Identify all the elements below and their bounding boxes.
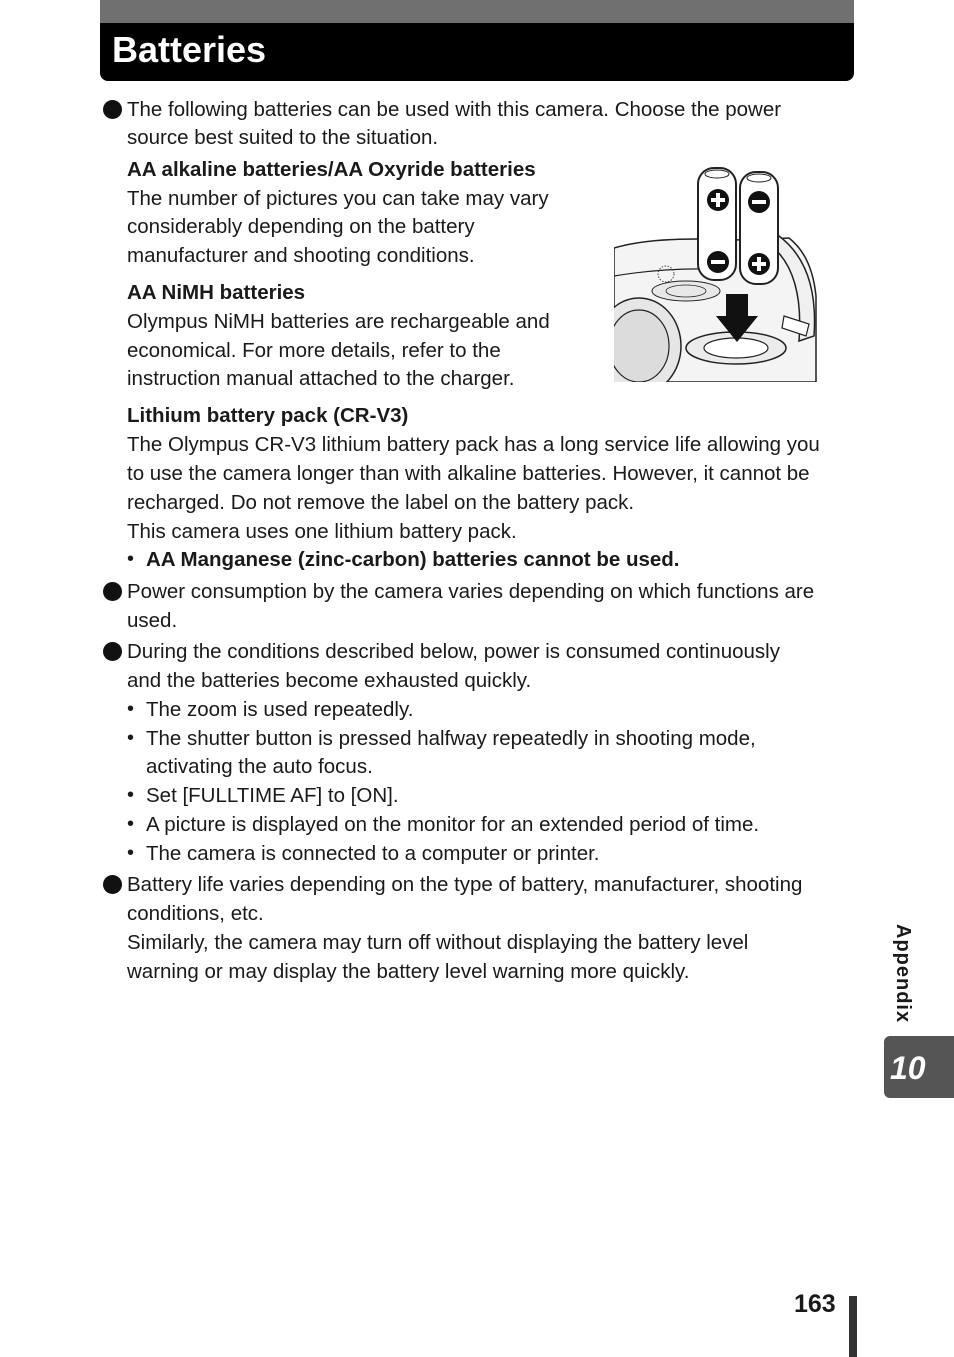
filled-circle-icon [103,875,122,894]
power-line-2: used. [127,609,178,632]
alkaline-line-1: The number of pictures you can take may vary [127,187,549,210]
lithium-heading: Lithium battery pack (CR-V3) [127,404,409,427]
section-label: Appendix [892,924,914,1024]
condition-item: The camera is connected to a computer or printer. [146,842,600,865]
life-line-1: Battery life varies depending on the type of battery, manufacturer, shooting [127,873,803,896]
condition-item: Set [FULLTIME AF] to [ON]. [146,784,399,807]
plus-terminal-icon [748,253,770,275]
header-top-band [100,0,854,23]
power-line-1: Power consumption by the camera varies depending on which functions are [127,580,815,603]
bullet-point: • [127,727,135,749]
life-line-4: warning or may display the battery level warning more quickly. [127,960,690,983]
page-title: Batteries [112,29,267,70]
page-number: 163 [794,1290,836,1318]
chapter-tab [884,1036,954,1098]
life-line-2: conditions, etc. [127,902,264,925]
lithium-line-1: The Olympus CR-V3 lithium battery pack has a long service life allowing you [127,433,820,456]
filled-circle-icon [103,100,122,119]
nimh-line-1: Olympus NiMH batteries are rechargeable and [127,310,550,333]
nimh-heading: AA NiMH batteries [127,281,306,304]
filled-circle-icon [103,642,122,661]
plus-terminal-icon [707,189,729,211]
lithium-line-2: to use the camera longer than with alkaline batteries. However, it cannot be [127,462,810,485]
battery-insertion-icon [614,166,818,382]
page-header [100,0,854,81]
condition-item: The shutter button is pressed halfway repeatedly in shooting mode, [146,727,756,750]
bullet-point: • [127,842,135,864]
minus-terminal-icon [707,251,729,273]
conditions-line-1: During the conditions described below, power is consumed continuously [127,640,780,663]
intro-line-2: source best suited to the situation. [127,126,439,149]
life-line-3: Similarly, the camera may turn off without displaying the battery level [127,931,749,954]
filled-circle-icon [103,582,122,601]
alkaline-line-3: manufacturer and shooting conditions. [127,244,475,267]
page-number-bar [849,1296,857,1357]
alkaline-line-2: considerably depending on the battery [127,215,475,238]
alkaline-heading: AA alkaline batteries/AA Oxyride batteries [127,158,536,181]
intro-line-1: The following batteries can be used with this camera. Choose the power [127,98,782,121]
minus-terminal-icon [748,191,770,213]
lithium-line-4: This camera uses one lithium battery pack. [127,520,517,543]
manganese-warning: AA Manganese (zinc-carbon) batteries cannot be used. [146,548,680,571]
bullet-point: • [127,698,135,720]
bullet-point: • [127,548,135,570]
condition-item: The zoom is used repeatedly. [146,698,414,721]
condition-item-continued: activating the auto focus. [146,755,373,778]
bullet-point: • [127,813,135,835]
chapter-number: 10 [890,1050,926,1086]
bullet-point: • [127,784,135,806]
nimh-line-3: instruction manual attached to the charger. [127,367,515,390]
conditions-line-2: and the batteries become exhausted quickly. [127,669,532,692]
lithium-line-3: recharged. Do not remove the label on the battery pack. [127,491,635,514]
condition-item: A picture is displayed on the monitor for an extended period of time. [146,813,760,836]
nimh-line-2: economical. For more details, refer to the [127,339,501,362]
